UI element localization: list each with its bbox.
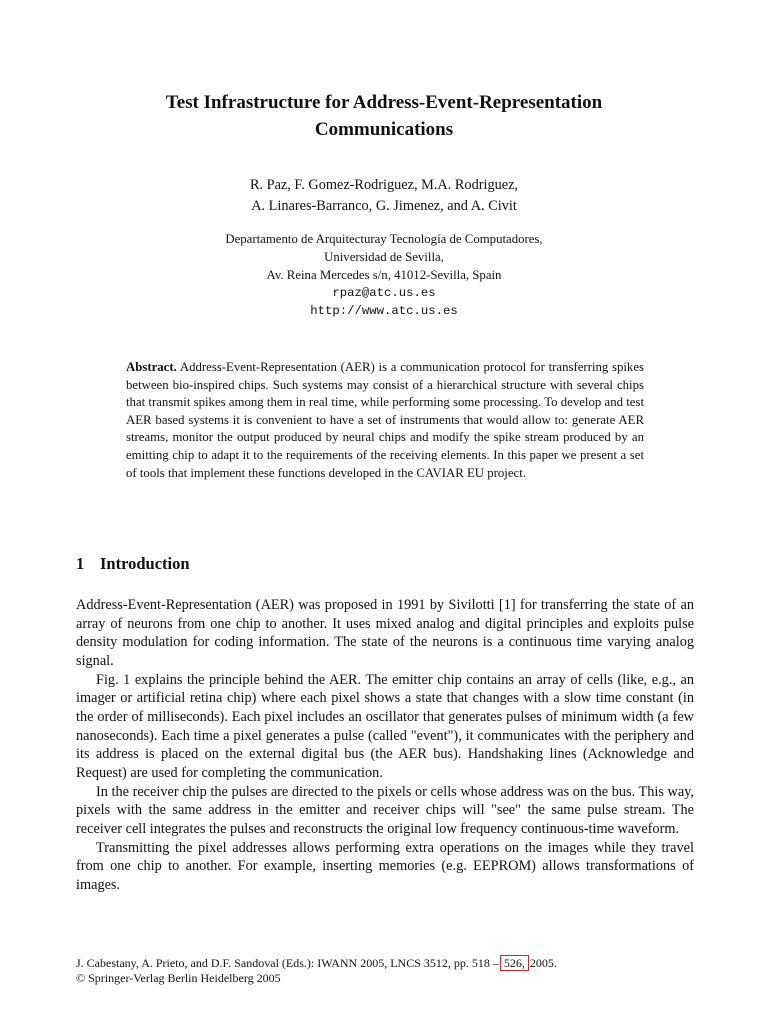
- paragraph: Transmitting the pixel addresses allows performing extra operations on the images while they travel from one chip to another. For example, inserting memories (e.g. EEPROM) allows transformations of images.: [76, 839, 694, 893]
- page-end-highlight: 526,: [500, 955, 529, 971]
- title-line-1: Test Infrastructure for Address-Event-Representation: [165, 92, 603, 113]
- institution-url[interactable]: http://www.atc.us.es: [310, 304, 458, 318]
- section-title: Introduction: [100, 554, 190, 573]
- affiliation-line-2: Universidad de Sevilla,: [324, 250, 444, 264]
- affiliation: [40, 230, 728, 320]
- abstract-label: Abstract.: [126, 360, 177, 374]
- section-heading: [76, 552, 190, 576]
- author-list: [40, 175, 728, 217]
- page-footer: [76, 955, 696, 986]
- body-text: [76, 596, 694, 895]
- paper-title: [40, 89, 728, 143]
- paragraph: Address-Event-Representation (AER) was proposed in 1991 by Sivilotti [1] for transferring the state of an array of neurons from one chip to another. It uses mixed analog and digital principles and exploits pulse density modulation for coding information. The state of the neurons is a continuous time varying analog signal.: [76, 597, 694, 669]
- author-email[interactable]: rpaz@atc.us.es: [332, 286, 436, 300]
- copyright-line: © Springer-Verlag Berlin Heidelberg 2005: [76, 971, 281, 985]
- abstract: [126, 359, 644, 482]
- title-line-2: Communications: [314, 119, 454, 140]
- paragraph: Fig. 1 explains the principle behind the AER. The emitter chip contains an array of cells (like, e.g., an imager or artificial retina chip) where each pixel shows a state that changes with a slow time constant (in the order of milliseconds). Each pixel includes an oscillator that generates pulses of minimum width (a few nanoseconds). Each time a pixel generates a pulse (called "event"), it communicates with the periphery and its address is placed on the external digital bus (the AER bus). Handshaking lines (Acknowledge and Request) are used for completing the communication.: [76, 671, 694, 781]
- authors-line-1: R. Paz, F. Gomez-Rodriguez, M.A. Rodriguez,: [249, 177, 519, 193]
- affiliation-line-3: Av. Reina Mercedes s/n, 41012-Sevilla, Spain: [266, 268, 502, 282]
- affiliation-line-1: Departamento de Arquitecturay Tecnología de Computadores,: [225, 232, 543, 246]
- authors-line-2: A. Linares-Barranco, G. Jimenez, and A. Civit: [251, 198, 517, 214]
- paragraph: In the receiver chip the pulses are directed to the pixels or cells whose address was on the bus. This way, pixels with the same address in the emitter and receiver chips will "see" the same pulse stream. The receiver cell integrates the pulses and reconstructs the original low frequency continuous-time waveform.: [76, 783, 694, 837]
- abstract-text: Address-Event-Representation (AER) is a communication protocol for transferring spikes between bio-inspired chips. Such systems may consist of a hierarchical structure with several chips that transmit spikes among them in real time, while performing some processing. To develop and test AER based systems it is convenient to have a set of instruments that would allow to: generate AER streams, monitor the output produced by neural chips and modify the spike stream produced by an emitting chip to adapt it to the requirements of the receiving elements. In this paper we present a set of tools that implement these functions developed in the CAVIAR EU project.: [126, 360, 644, 480]
- citation-suffix: 2005.: [529, 956, 557, 970]
- section-number: 1: [76, 554, 85, 573]
- citation-line: [76, 955, 696, 971]
- citation-prefix: J. Cabestany, A. Prieto, and D.F. Sandoval (Eds.): IWANN 2005, LNCS 3512, pp. 518 –: [76, 956, 499, 970]
